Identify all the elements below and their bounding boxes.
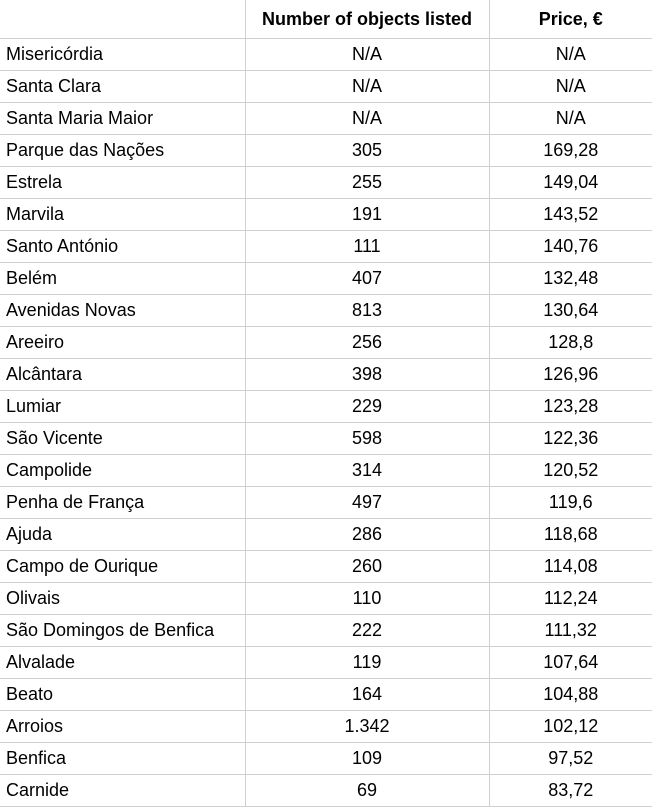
table-row xyxy=(0,391,652,423)
parish-name-cell: Olivais xyxy=(0,583,245,615)
parish-name-cell: Misericórdia xyxy=(0,39,245,71)
header-cell-price: Price, € xyxy=(489,0,652,39)
objects-listed-cell: 222 xyxy=(245,615,489,647)
table-row xyxy=(0,775,652,807)
parish-name-cell: Ajuda xyxy=(0,519,245,551)
price-cell: 122,36 xyxy=(489,423,652,455)
table-row xyxy=(0,327,652,359)
price-cell: 149,04 xyxy=(489,167,652,199)
parish-name-cell: Alvalade xyxy=(0,647,245,679)
price-cell: 126,96 xyxy=(489,359,652,391)
objects-listed-cell: 164 xyxy=(245,679,489,711)
parish-name-cell: São Domingos de Benfica xyxy=(0,615,245,647)
table-row xyxy=(0,423,652,455)
table-row xyxy=(0,71,652,103)
objects-listed-cell: 286 xyxy=(245,519,489,551)
table-row xyxy=(0,359,652,391)
objects-listed-cell: 305 xyxy=(245,135,489,167)
objects-listed-cell: 407 xyxy=(245,263,489,295)
objects-listed-cell: 1.342 xyxy=(245,711,489,743)
table-row xyxy=(0,743,652,775)
parish-name-cell: Areeiro xyxy=(0,327,245,359)
parish-name-cell: Santa Maria Maior xyxy=(0,103,245,135)
parish-name-cell: Campo de Ourique xyxy=(0,551,245,583)
parish-name-cell: Carnide xyxy=(0,775,245,807)
table-row xyxy=(0,615,652,647)
objects-listed-cell: 69 xyxy=(245,775,489,807)
table-row xyxy=(0,551,652,583)
objects-listed-cell: N/A xyxy=(245,103,489,135)
parish-name-cell: Alcântara xyxy=(0,359,245,391)
parish-name-cell: Arroios xyxy=(0,711,245,743)
table-row xyxy=(0,167,652,199)
price-cell: 132,48 xyxy=(489,263,652,295)
price-cell: 111,32 xyxy=(489,615,652,647)
table-row xyxy=(0,103,652,135)
parish-name-cell: São Vicente xyxy=(0,423,245,455)
objects-listed-cell: 229 xyxy=(245,391,489,423)
price-cell: 119,6 xyxy=(489,487,652,519)
objects-listed-cell: 109 xyxy=(245,743,489,775)
price-cell: 114,08 xyxy=(489,551,652,583)
price-cell: 120,52 xyxy=(489,455,652,487)
parish-name-cell: Santo António xyxy=(0,231,245,263)
parish-name-cell: Marvila xyxy=(0,199,245,231)
objects-listed-cell: 813 xyxy=(245,295,489,327)
price-cell: N/A xyxy=(489,39,652,71)
parish-name-cell: Santa Clara xyxy=(0,71,245,103)
table-row xyxy=(0,263,652,295)
table-row xyxy=(0,679,652,711)
price-cell: 83,72 xyxy=(489,775,652,807)
table-row xyxy=(0,647,652,679)
objects-listed-cell: 111 xyxy=(245,231,489,263)
objects-listed-cell: 191 xyxy=(245,199,489,231)
parish-name-cell: Avenidas Novas xyxy=(0,295,245,327)
price-cell: 102,12 xyxy=(489,711,652,743)
objects-listed-cell: 398 xyxy=(245,359,489,391)
table-row xyxy=(0,199,652,231)
price-cell: 169,28 xyxy=(489,135,652,167)
price-cell: 107,64 xyxy=(489,647,652,679)
table-row xyxy=(0,455,652,487)
price-cell: N/A xyxy=(489,103,652,135)
table-row xyxy=(0,487,652,519)
objects-listed-cell: 314 xyxy=(245,455,489,487)
price-cell: 118,68 xyxy=(489,519,652,551)
price-cell: N/A xyxy=(489,71,652,103)
objects-listed-cell: 260 xyxy=(245,551,489,583)
objects-listed-cell: N/A xyxy=(245,71,489,103)
price-cell: 140,76 xyxy=(489,231,652,263)
header-cell-objects-listed: Number of objects listed xyxy=(245,0,489,39)
price-cell: 104,88 xyxy=(489,679,652,711)
objects-listed-cell: 119 xyxy=(245,647,489,679)
objects-listed-cell: 497 xyxy=(245,487,489,519)
objects-listed-cell: 256 xyxy=(245,327,489,359)
table-row xyxy=(0,295,652,327)
parish-name-cell: Estrela xyxy=(0,167,245,199)
header-cell-parish xyxy=(0,0,245,39)
table-row xyxy=(0,583,652,615)
parish-name-cell: Benfica xyxy=(0,743,245,775)
table-row xyxy=(0,39,652,71)
parish-name-cell: Parque das Nações xyxy=(0,135,245,167)
price-cell: 128,8 xyxy=(489,327,652,359)
parish-name-cell: Penha de França xyxy=(0,487,245,519)
header-row xyxy=(0,0,652,39)
price-cell: 112,24 xyxy=(489,583,652,615)
parish-name-cell: Lumiar xyxy=(0,391,245,423)
parish-name-cell: Campolide xyxy=(0,455,245,487)
table-row xyxy=(0,519,652,551)
price-cell: 97,52 xyxy=(489,743,652,775)
price-cell: 123,28 xyxy=(489,391,652,423)
table-row xyxy=(0,711,652,743)
objects-listed-cell: N/A xyxy=(245,39,489,71)
table-body xyxy=(0,39,652,807)
table-row xyxy=(0,135,652,167)
objects-listed-cell: 598 xyxy=(245,423,489,455)
parish-name-cell: Belém xyxy=(0,263,245,295)
price-cell: 130,64 xyxy=(489,295,652,327)
parish-name-cell: Beato xyxy=(0,679,245,711)
table-row xyxy=(0,231,652,263)
objects-listed-cell: 110 xyxy=(245,583,489,615)
price-cell: 143,52 xyxy=(489,199,652,231)
objects-listed-cell: 255 xyxy=(245,167,489,199)
